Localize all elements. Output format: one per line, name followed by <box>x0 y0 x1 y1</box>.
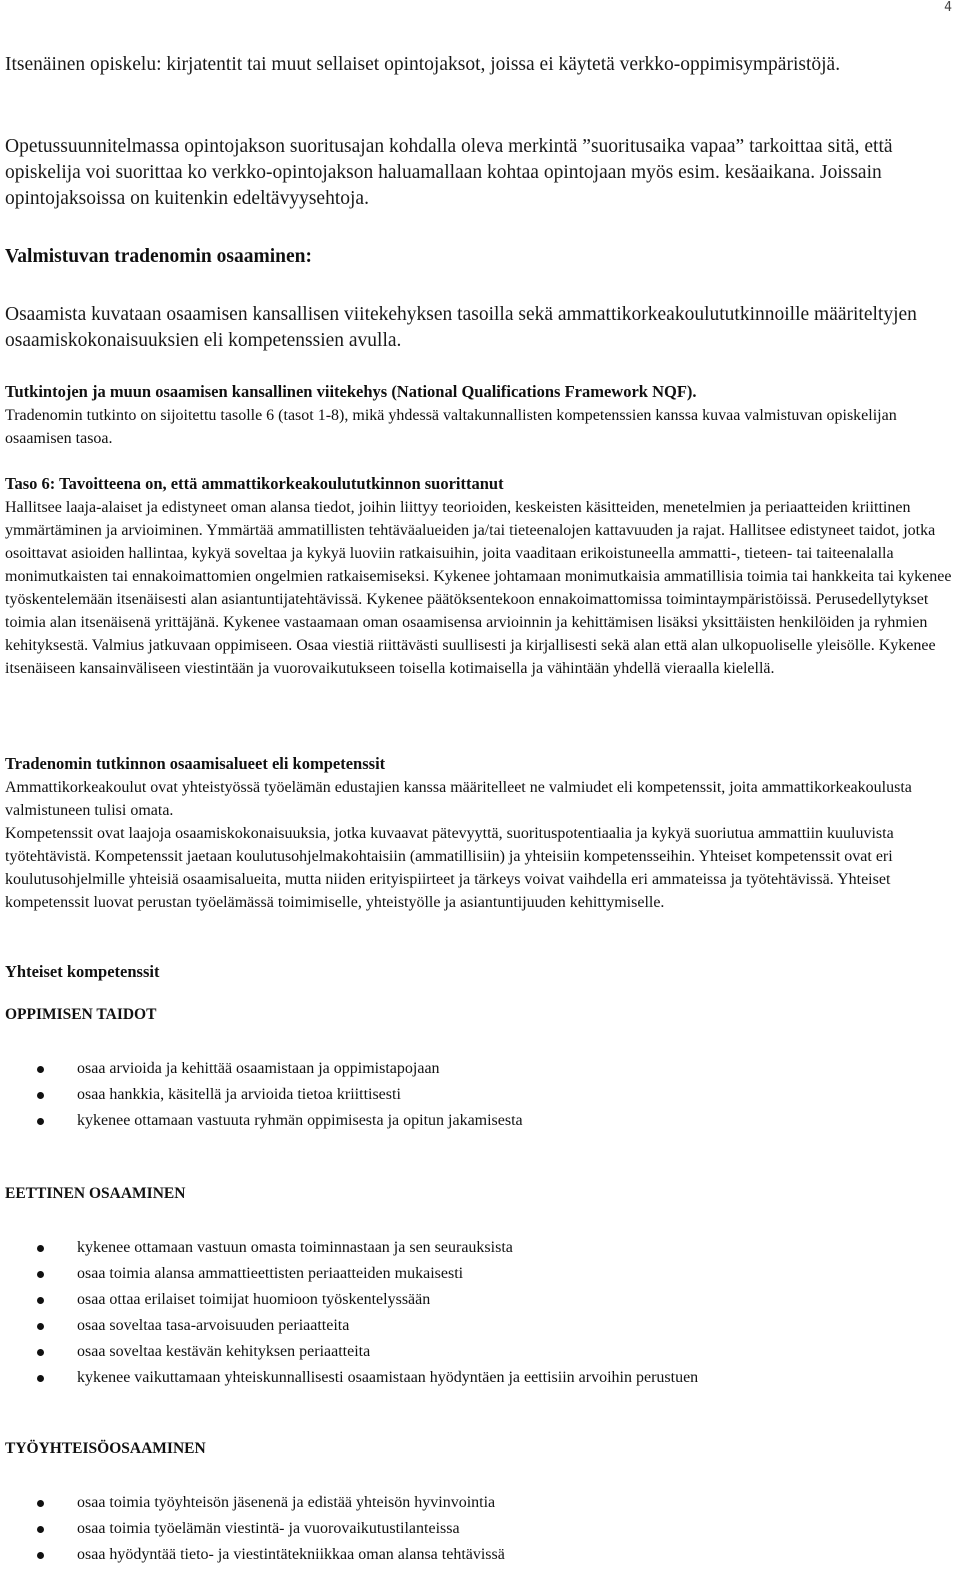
work-community-list <box>0 1490 940 1568</box>
list-item: kykenee vaikuttamaan yhteiskunnallisesti osaamistaan hyödyntäen ja eettisiin arvoihin perustuen <box>0 1365 940 1391</box>
list-item: osaa ottaa erilaiset toimijat huomioon työskentelyssään <box>0 1287 940 1313</box>
areas-heading: Tradenomin tutkinnon osaamisalueet eli kompetenssit <box>5 754 386 773</box>
learning-skills-heading: OPPIMISEN TAIDOT <box>5 1006 157 1023</box>
nqf-text: Tradenomin tutkinto on sijoitettu tasolle 6 (tasot 1-8), mikä yhdessä valtakunnallisten kompetenssien kanssa kuvaa valmistuvan opiskelijan osaamisen tasoa. <box>5 407 897 447</box>
competence-text: Osaamista kuvataan osaamisen kansallisen viitekehyksen tasoilla sekä ammattikorkeakoulututkinnoille määriteltyjen osaamiskokonaisuuksien eli kompetenssien avulla. <box>5 304 917 351</box>
nqf-heading: Tutkintojen ja muun osaamisen kansallinen viitekehys (National Qualifications Framework NQF). <box>5 382 697 401</box>
page-number: 4 <box>944 0 952 15</box>
list-item: osaa toimia työyhteisön jäsenenä ja edistää yhteisön hyvinvointia <box>0 1490 940 1516</box>
list-item: osaa arvioida ja kehittää osaamistaan ja oppimistapojaan <box>0 1056 940 1082</box>
list-item: osaa soveltaa kestävän kehityksen periaatteita <box>0 1339 940 1365</box>
list-item: osaa soveltaa tasa-arvoisuuden periaatteita <box>0 1313 940 1339</box>
work-community-heading: TYÖYHTEISÖOSAAMINEN <box>5 1440 206 1457</box>
ethics-list <box>0 1235 940 1391</box>
list-item: osaa toimia alansa ammattieettisten periaatteiden mukaisesti <box>0 1261 940 1287</box>
list-item: kykenee ottamaan vastuuta ryhmän oppimisesta ja opitun jakamisesta <box>0 1108 940 1134</box>
list-item: kykenee ottamaan vastuun omasta toiminnastaan ja sen seurauksista <box>0 1235 940 1261</box>
common-competences-heading: Yhteiset kompetenssit <box>5 962 160 981</box>
areas-text-2: Kompetenssit ovat laajoja osaamiskokonaisuuksia, jotka kuvaavat pätevyyttä, suorituspotentiaalia ja kykyä suoriutua ammattiin kuuluvista työtehtävistä. Kompetenssit jaetaan koulutusohjelmakohtaisiin (ammatillisiin) ja yhteisiin kompetensseihin. Yhteiset kompetenssit ovat eri koulutusohjelmille yhteisiä osaamisalueita, mutta niiden erityispiirteet ja tärkeys voivat vaihdella eri ammateissa ja työtehtävissä. Yhteiset kompetenssit luovat perustan työelämässä toimimiselle, yhteistyölle ja asiantuntijuuden kehittymiselle. <box>5 825 894 911</box>
level6-text: Hallitsee laaja-alaiset ja edistyneet oman alansa tiedot, joihin liittyy teorioiden, keskeisten käsitteiden, menetelmien ja periaatteiden kriittinen ymmärtäminen ja arvioiminen. Ymmärtää ammatillisten tehtäväalueiden ja/tai tieteenalojen kattavuuden ja rajat. Hallitsee edistyneet taidot, jotka osoittavat asioiden hallintaa, kykyä soveltaa ja kykyä luoviin ratkaisuihin, joita vaaditaan erikoistuneella ammatti-, tieteen- tai taiteenalalla monimutkaisten tai ennakoimattomien ongelmien ratkaisemiseksi. Kykenee johtamaan monimutkaisia ammatillisia toimia tai hankkeita tai kykenee työskentelemään itsenäisesti alan asiantuntijatehtävissä. Kykenee päätöksentekoon ennakoimattomissa toimintaympäristöissä. Perusedellytykset toimia alan itsenäisenä yrittäjänä. Kykenee vastaamaan oman osaamisensa arvioinnin ja kehittämisen lisäksi yksittäisten henkilöiden ja ryhmien kehityksestä. Valmius jatkuvaan oppimiseen. Osaa viestiä riittävästi suullisesti ja kirjallisesti sekä alan että alan ulkopuoliselle yleisölle. Kykenee itsenäiseen kansainväliseen viestintään ja vuorovaikutukseen toisella kotimaisella ja vähintään yhdellä vieraalla kielellä. <box>5 499 952 677</box>
learning-skills-list <box>0 1056 940 1134</box>
areas-text-1: Ammattikorkeakoulut ovat yhteistyössä työelämän edustajien kanssa määritelleet ne valmiudet eli kompetenssit, joita ammattikorkeakoulusta valmistuneen tulisi omata. <box>5 779 912 819</box>
ethics-heading: EETTINEN OSAAMINEN <box>5 1185 186 1202</box>
competence-heading: Valmistuvan tradenomin osaaminen: <box>5 246 312 267</box>
intro-paragraph-2: Opetussuunnitelmassa opintojakson suoritusajan kohdalla oleva merkintä ”suoritusaika vapaa” tarkoittaa sitä, että opiskelija voi suorittaa ko verkko-opintojakson haluamallaan kohtaa opintojaan myös esim. kesäaikana. Joissain opintojaksoissa on kuitenkin edeltävyysehtoja. <box>5 136 893 209</box>
list-item: osaa hyödyntää tieto- ja viestintätekniikkaa oman alansa tehtävissä <box>0 1542 940 1568</box>
intro-paragraph-1: Itsenäinen opiskelu: kirjatentit tai muut sellaiset opintojaksot, joissa ei käytetä verkko-oppimisympäristöjä. <box>5 54 841 75</box>
list-item: osaa hankkia, käsitellä ja arvioida tietoa kriittisesti <box>0 1082 940 1108</box>
level6-heading: Taso 6: Tavoitteena on, että ammattikorkeakoulututkinnon suorittanut <box>5 474 504 493</box>
list-item: osaa toimia työelämän viestintä- ja vuorovaikutustilanteissa <box>0 1516 940 1542</box>
